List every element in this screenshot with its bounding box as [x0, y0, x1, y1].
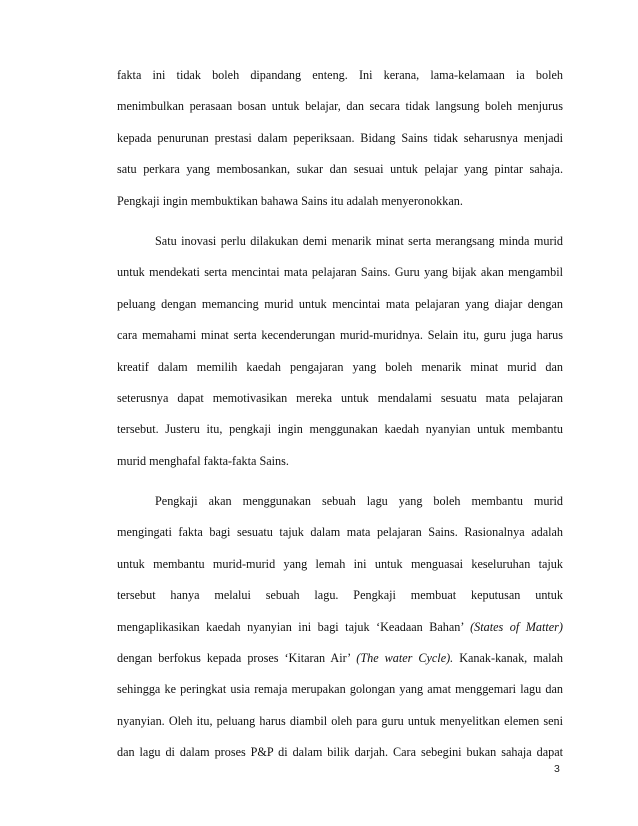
- text-line: seterusnya dapat memotivasikan mereka untuk mendalami sesuatu mata pelajaran: [117, 390, 563, 405]
- text-line: cara memahami minat serta kecenderungan murid-muridnya. Selain itu, guru juga harus: [117, 328, 563, 343]
- body-text: [117, 60, 563, 769]
- text-line: menimbulkan perasaan bosan untuk belajar, dan secara tidak langsung boleh menjurus: [117, 99, 563, 114]
- paragraph-3: [117, 486, 563, 769]
- text-line: nyanyian. Oleh itu, peluang harus diambil oleh para guru untuk menyelitkan elemen seni: [117, 713, 563, 728]
- text-line: Pengkaji ingin membuktikan bahawa Sains itu adalah menyeronokkan.: [117, 193, 463, 208]
- text-line: [117, 643, 563, 674]
- text-line: kreatif dalam memilih kaedah pengajaran yang boleh menarik minat murid dan: [117, 359, 563, 374]
- text-line: mengingati fakta bagi sesuatu tajuk dalam mata pelajaran Sains. Rasionalnya adalah: [117, 525, 563, 540]
- text-line: sehingga ke peringkat usia remaja merupakan golongan yang amat menggemari lagu dan: [117, 682, 563, 697]
- text-line: tersebut hanya melalui sebuah lagu. Pengkaji membuat keputusan untuk: [117, 588, 563, 603]
- text-line: Satu inovasi perlu dilakukan demi menarik minat serta merangsang minda murid: [155, 233, 563, 248]
- text-line: [117, 612, 563, 643]
- paragraph-1: [117, 60, 563, 217]
- italic-text: (The water Cycle).: [356, 651, 454, 666]
- text-segment: dengan berfokus kepada proses ‘Kitaran Air’: [117, 651, 351, 666]
- text-line: murid menghafal fakta-fakta Sains.: [117, 453, 289, 468]
- text-segment: mengaplikasikan kaedah nyanyian ini bagi tajuk ‘Keadaan Bahan’: [117, 619, 464, 634]
- italic-text: (States of Matter): [470, 619, 563, 634]
- text-line: fakta ini tidak boleh dipandang enteng. Ini kerana, lama-kelamaan ia boleh: [117, 68, 563, 82]
- text-line: untuk membantu murid-murid yang lemah ini untuk menguasai keseluruhan tajuk: [117, 556, 563, 571]
- text-line: Pengkaji akan menggunakan sebuah lagu yang boleh membantu murid: [155, 494, 563, 509]
- text-line: kepada penurunan prestasi dalam peperiksaan. Bidang Sains tidak seharusnya menjadi: [117, 130, 563, 145]
- paragraph-2: [117, 226, 563, 477]
- text-line: tersebut. Justeru itu, pengkaji ingin menggunakan kaedah nyanyian untuk membantu: [117, 422, 563, 437]
- text-line: peluang dengan memancing murid untuk mencintai mata pelajaran yang diajar dengan: [117, 296, 563, 311]
- text-segment: Kanak-kanak, malah: [459, 651, 564, 666]
- text-line: untuk mendekati serta mencintai mata pelajaran Sains. Guru yang bijak akan mengambil: [117, 265, 563, 280]
- text-line: satu perkara yang membosankan, sukar dan sesuai untuk pelajar yang pintar sahaja.: [117, 162, 563, 177]
- page-number: 3: [554, 763, 560, 775]
- text-line: dan lagu di dalam proses P&P di dalam bilik darjah. Cara sebegini bukan sahaja dapat: [117, 745, 563, 760]
